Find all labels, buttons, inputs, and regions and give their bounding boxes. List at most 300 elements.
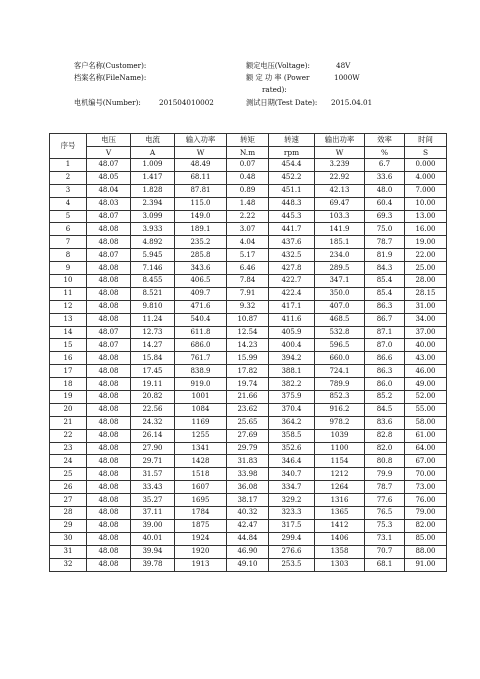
- table-row: [50, 223, 447, 236]
- table-cell: 49.00: [405, 378, 447, 391]
- table-cell: 789.9: [315, 378, 365, 391]
- table-cell: 22: [50, 429, 87, 442]
- table-cell: 73.00: [405, 481, 447, 494]
- table-cell: 1875: [175, 519, 227, 532]
- table-cell: 724.1: [315, 365, 365, 378]
- table-row: [50, 391, 447, 404]
- table-cell: 1154: [315, 455, 365, 468]
- column-header: 效率: [365, 134, 405, 147]
- table-cell: 85.4: [365, 275, 405, 288]
- table-cell: 29.71: [131, 455, 175, 468]
- table-cell: 44.84: [227, 532, 269, 545]
- table-cell: 1: [50, 159, 87, 172]
- power-value: 1000W: [334, 73, 360, 82]
- table-cell: 40.00: [405, 339, 447, 352]
- table-cell: 596.5: [315, 339, 365, 352]
- table-cell: 48.08: [87, 494, 131, 507]
- table-cell: 68.11: [175, 171, 227, 184]
- table-cell: 17: [50, 365, 87, 378]
- column-header: 时间: [405, 134, 447, 147]
- table-cell: 80.8: [365, 455, 405, 468]
- table-cell: 40.01: [131, 532, 175, 545]
- table-cell: 12: [50, 300, 87, 313]
- table-cell: 10.00: [405, 197, 447, 210]
- table-row: [50, 545, 447, 558]
- column-unit: A: [131, 146, 175, 159]
- table-cell: 540.4: [175, 313, 227, 326]
- table-cell: 141.9: [315, 223, 365, 236]
- table-cell: 452.2: [269, 171, 315, 184]
- table-cell: 149.0: [175, 210, 227, 223]
- table-cell: 1303: [315, 558, 365, 571]
- table-cell: 14: [50, 326, 87, 339]
- table-cell: 48.08: [87, 313, 131, 326]
- test-data-table: [49, 133, 447, 572]
- table-cell: 1.828: [131, 184, 175, 197]
- table-cell: 919.0: [175, 378, 227, 391]
- table-cell: 84.5: [365, 403, 405, 416]
- table-cell: 28: [50, 507, 87, 520]
- table-cell: 48.08: [87, 532, 131, 545]
- table-cell: 1001: [175, 391, 227, 404]
- table-cell: 78.7: [365, 481, 405, 494]
- table-cell: 14.27: [131, 339, 175, 352]
- table-cell: 48.05: [87, 171, 131, 184]
- testdate-value: 2015.04.01: [331, 98, 373, 107]
- table-cell: 76.5: [365, 507, 405, 520]
- table-cell: 78.7: [365, 236, 405, 249]
- table-cell: 350.0: [315, 287, 365, 300]
- table-cell: 86.3: [365, 365, 405, 378]
- table-cell: 4: [50, 197, 87, 210]
- filename-label: 档案名称(FileName):: [74, 73, 147, 82]
- table-cell: 77.6: [365, 494, 405, 507]
- table-row: [50, 403, 447, 416]
- table-cell: 24.32: [131, 416, 175, 429]
- table-cell: 73.1: [365, 532, 405, 545]
- table-cell: 46.00: [405, 365, 447, 378]
- table-cell: 29: [50, 519, 87, 532]
- table-cell: 79.9: [365, 468, 405, 481]
- table-cell: 19: [50, 391, 87, 404]
- table-cell: 15: [50, 339, 87, 352]
- table-cell: 69.47: [315, 197, 365, 210]
- table-cell: 25.00: [405, 262, 447, 275]
- table-cell: 48.08: [87, 287, 131, 300]
- table-cell: 70.7: [365, 545, 405, 558]
- table-row: [50, 339, 447, 352]
- table-cell: 22.56: [131, 403, 175, 416]
- table-cell: 27.69: [227, 429, 269, 442]
- table-cell: 18: [50, 378, 87, 391]
- table-cell: 3.933: [131, 223, 175, 236]
- table-cell: 91.00: [405, 558, 447, 571]
- table-cell: 0.89: [227, 184, 269, 197]
- table-cell: 13.00: [405, 210, 447, 223]
- table-cell: 75.3: [365, 519, 405, 532]
- table-cell: 299.4: [269, 532, 315, 545]
- number-value: 201504010002: [159, 98, 214, 107]
- power-label-line1: 额 定 功 率 (Power: [246, 73, 310, 82]
- table-cell: 1039: [315, 429, 365, 442]
- table-cell: 48.08: [87, 416, 131, 429]
- table-cell: 1316: [315, 494, 365, 507]
- table-cell: 82.00: [405, 519, 447, 532]
- table-cell: 23: [50, 442, 87, 455]
- table-cell: 2: [50, 171, 87, 184]
- table-cell: 5.945: [131, 249, 175, 262]
- table-cell: 427.8: [269, 262, 315, 275]
- table-cell: 87.0: [365, 339, 405, 352]
- number-label: 电机编号(Number):: [74, 98, 141, 107]
- table-cell: 8.521: [131, 287, 175, 300]
- table-cell: 7.146: [131, 262, 175, 275]
- table-cell: 2.22: [227, 210, 269, 223]
- table-cell: 86.0: [365, 378, 405, 391]
- table-cell: 611.8: [175, 326, 227, 339]
- table-cell: 10.87: [227, 313, 269, 326]
- table-cell: 32: [50, 558, 87, 571]
- table-cell: 347.1: [315, 275, 365, 288]
- table-cell: 28.15: [405, 287, 447, 300]
- table-cell: 115.0: [175, 197, 227, 210]
- table-row: [50, 300, 447, 313]
- table-cell: 14.23: [227, 339, 269, 352]
- power-label-line2: rated):: [262, 85, 287, 94]
- table-cell: 532.8: [315, 326, 365, 339]
- table-cell: 838.9: [175, 365, 227, 378]
- column-unit: V: [87, 146, 131, 159]
- table-cell: 253.5: [269, 558, 315, 571]
- table-cell: 48.08: [87, 223, 131, 236]
- column-header: 输入功率: [175, 134, 227, 147]
- table-cell: 21: [50, 416, 87, 429]
- table-cell: 7.91: [227, 287, 269, 300]
- table-row: [50, 507, 447, 520]
- table-cell: 67.00: [405, 455, 447, 468]
- table-cell: 235.2: [175, 236, 227, 249]
- table-row: [50, 532, 447, 545]
- table-cell: 978.2: [315, 416, 365, 429]
- table-row: [50, 210, 447, 223]
- table-cell: 48.07: [87, 210, 131, 223]
- table-row: [50, 378, 447, 391]
- table-cell: 48.08: [87, 519, 131, 532]
- table-cell: 471.6: [175, 300, 227, 313]
- table-cell: 7: [50, 236, 87, 249]
- table-cell: 1169: [175, 416, 227, 429]
- table-cell: 39.94: [131, 545, 175, 558]
- table-cell: 20: [50, 403, 87, 416]
- table-cell: 48.08: [87, 468, 131, 481]
- table-cell: 6.46: [227, 262, 269, 275]
- table-cell: 48.08: [87, 455, 131, 468]
- table-cell: 36.08: [227, 481, 269, 494]
- table-cell: 83.6: [365, 416, 405, 429]
- table-cell: 82.8: [365, 429, 405, 442]
- table-cell: 48.08: [87, 558, 131, 571]
- table-cell: 451.1: [269, 184, 315, 197]
- table-cell: 445.3: [269, 210, 315, 223]
- table-cell: 400.4: [269, 339, 315, 352]
- column-unit: W: [175, 146, 227, 159]
- table-row: [50, 159, 447, 172]
- table-cell: 0.07: [227, 159, 269, 172]
- table-cell: 48.04: [87, 184, 131, 197]
- table-row: [50, 365, 447, 378]
- table-cell: 35.27: [131, 494, 175, 507]
- table-cell: 24: [50, 455, 87, 468]
- table-cell: 48.08: [87, 429, 131, 442]
- table-cell: 25: [50, 468, 87, 481]
- table-row: [50, 171, 447, 184]
- table-cell: 1695: [175, 494, 227, 507]
- table-row: [50, 249, 447, 262]
- table-cell: 1913: [175, 558, 227, 571]
- table-cell: 406.5: [175, 275, 227, 288]
- table-cell: 82.0: [365, 442, 405, 455]
- column-header: 转速: [269, 134, 315, 147]
- table-row: [50, 416, 447, 429]
- table-cell: 40.32: [227, 507, 269, 520]
- table-cell: 81.9: [365, 249, 405, 262]
- table-cell: 52.00: [405, 391, 447, 404]
- table-cell: 42.47: [227, 519, 269, 532]
- table-row: [50, 275, 447, 288]
- column-header: 电流: [131, 134, 175, 147]
- table-cell: 85.2: [365, 391, 405, 404]
- table-cell: 33.98: [227, 468, 269, 481]
- table-cell: 3.07: [227, 223, 269, 236]
- table-cell: 37.00: [405, 326, 447, 339]
- table-cell: 375.9: [269, 391, 315, 404]
- table-cell: 441.7: [269, 223, 315, 236]
- table-cell: 20.82: [131, 391, 175, 404]
- table-cell: 6: [50, 223, 87, 236]
- table-cell: 87.81: [175, 184, 227, 197]
- table-cell: 3.099: [131, 210, 175, 223]
- table-cell: 39.00: [131, 519, 175, 532]
- table-cell: 317.5: [269, 519, 315, 532]
- table-cell: 1264: [315, 481, 365, 494]
- table-row: [50, 481, 447, 494]
- table-cell: 86.7: [365, 313, 405, 326]
- table-cell: 48.08: [87, 442, 131, 455]
- table-row: [50, 236, 447, 249]
- table-row: [50, 442, 447, 455]
- table-cell: 60.4: [365, 197, 405, 210]
- table-cell: 9.810: [131, 300, 175, 313]
- table-cell: 1100: [315, 442, 365, 455]
- table-cell: 75.0: [365, 223, 405, 236]
- table-cell: 48.08: [87, 352, 131, 365]
- table-cell: 1341: [175, 442, 227, 455]
- table-row: [50, 494, 447, 507]
- table-cell: 448.3: [269, 197, 315, 210]
- table-cell: 686.0: [175, 339, 227, 352]
- column-unit: %: [365, 146, 405, 159]
- table-cell: 84.3: [365, 262, 405, 275]
- table-cell: 352.6: [269, 442, 315, 455]
- table-cell: 1.48: [227, 197, 269, 210]
- table-cell: 34.00: [405, 313, 447, 326]
- table-body: [50, 159, 447, 572]
- table-row: [50, 197, 447, 210]
- table-cell: 19.11: [131, 378, 175, 391]
- table-cell: 1365: [315, 507, 365, 520]
- table-cell: 48.03: [87, 197, 131, 210]
- table-cell: 1.009: [131, 159, 175, 172]
- table-cell: 9: [50, 262, 87, 275]
- table-row: [50, 519, 447, 532]
- table-row: [50, 287, 447, 300]
- customer-label: 客户名称(Customer):: [74, 61, 147, 70]
- table-cell: 16: [50, 352, 87, 365]
- table-cell: 1428: [175, 455, 227, 468]
- table-cell: 1406: [315, 532, 365, 545]
- table-cell: 26.14: [131, 429, 175, 442]
- table-cell: 27: [50, 494, 87, 507]
- table-cell: 48.08: [87, 481, 131, 494]
- column-unit: S: [405, 146, 447, 159]
- table-cell: 405.9: [269, 326, 315, 339]
- table-cell: 0.48: [227, 171, 269, 184]
- table-cell: 407.0: [315, 300, 365, 313]
- table-cell: 48.08: [87, 391, 131, 404]
- table-cell: 79.00: [405, 507, 447, 520]
- table-cell: 49.10: [227, 558, 269, 571]
- column-unit: N.m: [227, 146, 269, 159]
- table-cell: 29.79: [227, 442, 269, 455]
- column-unit: rpm: [269, 146, 315, 159]
- table-cell: 38.17: [227, 494, 269, 507]
- table-cell: 86.3: [365, 300, 405, 313]
- table-cell: 30: [50, 532, 87, 545]
- table-cell: 8: [50, 249, 87, 262]
- table-cell: 5.17: [227, 249, 269, 262]
- table-cell: 31.83: [227, 455, 269, 468]
- column-unit: W: [315, 146, 365, 159]
- table-row: [50, 455, 447, 468]
- table-cell: 334.7: [269, 481, 315, 494]
- table-cell: 1920: [175, 545, 227, 558]
- table-row: [50, 184, 447, 197]
- testdate-label: 测试日期(Test Date):: [246, 98, 318, 107]
- table-row: [50, 262, 447, 275]
- table-cell: 4.892: [131, 236, 175, 249]
- table-cell: 43.00: [405, 352, 447, 365]
- table-row: [50, 468, 447, 481]
- table-cell: 31: [50, 545, 87, 558]
- table-cell: 17.82: [227, 365, 269, 378]
- table-cell: 7.84: [227, 275, 269, 288]
- table-cell: 37.11: [131, 507, 175, 520]
- table-cell: 329.2: [269, 494, 315, 507]
- table-cell: 48.08: [87, 378, 131, 391]
- table-cell: 411.6: [269, 313, 315, 326]
- table-cell: 9.32: [227, 300, 269, 313]
- table-cell: 4.04: [227, 236, 269, 249]
- table-cell: 417.1: [269, 300, 315, 313]
- table-cell: 1924: [175, 532, 227, 545]
- table-cell: 1084: [175, 403, 227, 416]
- table-cell: 1.417: [131, 171, 175, 184]
- table-cell: 3.239: [315, 159, 365, 172]
- table-cell: 10: [50, 275, 87, 288]
- table-cell: 0.000: [405, 159, 447, 172]
- table-cell: 22.92: [315, 171, 365, 184]
- table-cell: 48.49: [175, 159, 227, 172]
- table-cell: 21.66: [227, 391, 269, 404]
- table-cell: 87.1: [365, 326, 405, 339]
- table-cell: 394.2: [269, 352, 315, 365]
- table-cell: 28.00: [405, 275, 447, 288]
- table-cell: 69.3: [365, 210, 405, 223]
- table-cell: 11.24: [131, 313, 175, 326]
- table-cell: 1784: [175, 507, 227, 520]
- table-cell: 346.4: [269, 455, 315, 468]
- table-cell: 46.90: [227, 545, 269, 558]
- table-cell: 26: [50, 481, 87, 494]
- table-cell: 422.7: [269, 275, 315, 288]
- table-cell: 1412: [315, 519, 365, 532]
- table-row: [50, 429, 447, 442]
- table-cell: 48.07: [87, 326, 131, 339]
- table-cell: 61.00: [405, 429, 447, 442]
- table-cell: 85.4: [365, 287, 405, 300]
- table-cell: 31.00: [405, 300, 447, 313]
- table-cell: 48.07: [87, 249, 131, 262]
- table-cell: 382.2: [269, 378, 315, 391]
- table-cell: 358.5: [269, 429, 315, 442]
- table-cell: 86.6: [365, 352, 405, 365]
- table-cell: 33.6: [365, 171, 405, 184]
- table-cell: 1607: [175, 481, 227, 494]
- table-row: [50, 313, 447, 326]
- table-cell: 64.00: [405, 442, 447, 455]
- voltage-value: 48V: [336, 61, 351, 70]
- table-cell: 437.6: [269, 236, 315, 249]
- table-cell: 916.2: [315, 403, 365, 416]
- table-header: [50, 134, 447, 159]
- table-cell: 13: [50, 313, 87, 326]
- table-cell: 7.000: [405, 184, 447, 197]
- table-cell: 48.08: [87, 275, 131, 288]
- table-cell: 432.5: [269, 249, 315, 262]
- table-cell: 85.00: [405, 532, 447, 545]
- table-cell: 25.65: [227, 416, 269, 429]
- table-cell: 19.00: [405, 236, 447, 249]
- table-cell: 185.1: [315, 236, 365, 249]
- table-cell: 22.00: [405, 249, 447, 262]
- table-cell: 1255: [175, 429, 227, 442]
- table-cell: 48.08: [87, 507, 131, 520]
- table-cell: 48.07: [87, 339, 131, 352]
- voltage-label: 额定电压(Voltage):: [246, 61, 310, 70]
- table-cell: 370.4: [269, 403, 315, 416]
- table-cell: 468.5: [315, 313, 365, 326]
- table-cell: 15.84: [131, 352, 175, 365]
- table-cell: 48.08: [87, 236, 131, 249]
- table-cell: 8.455: [131, 275, 175, 288]
- table-cell: 48.08: [87, 403, 131, 416]
- table-cell: 3: [50, 184, 87, 197]
- table-cell: 48.08: [87, 300, 131, 313]
- table-cell: 15.99: [227, 352, 269, 365]
- table-cell: 17.45: [131, 365, 175, 378]
- table-cell: 852.3: [315, 391, 365, 404]
- table-row: [50, 558, 447, 571]
